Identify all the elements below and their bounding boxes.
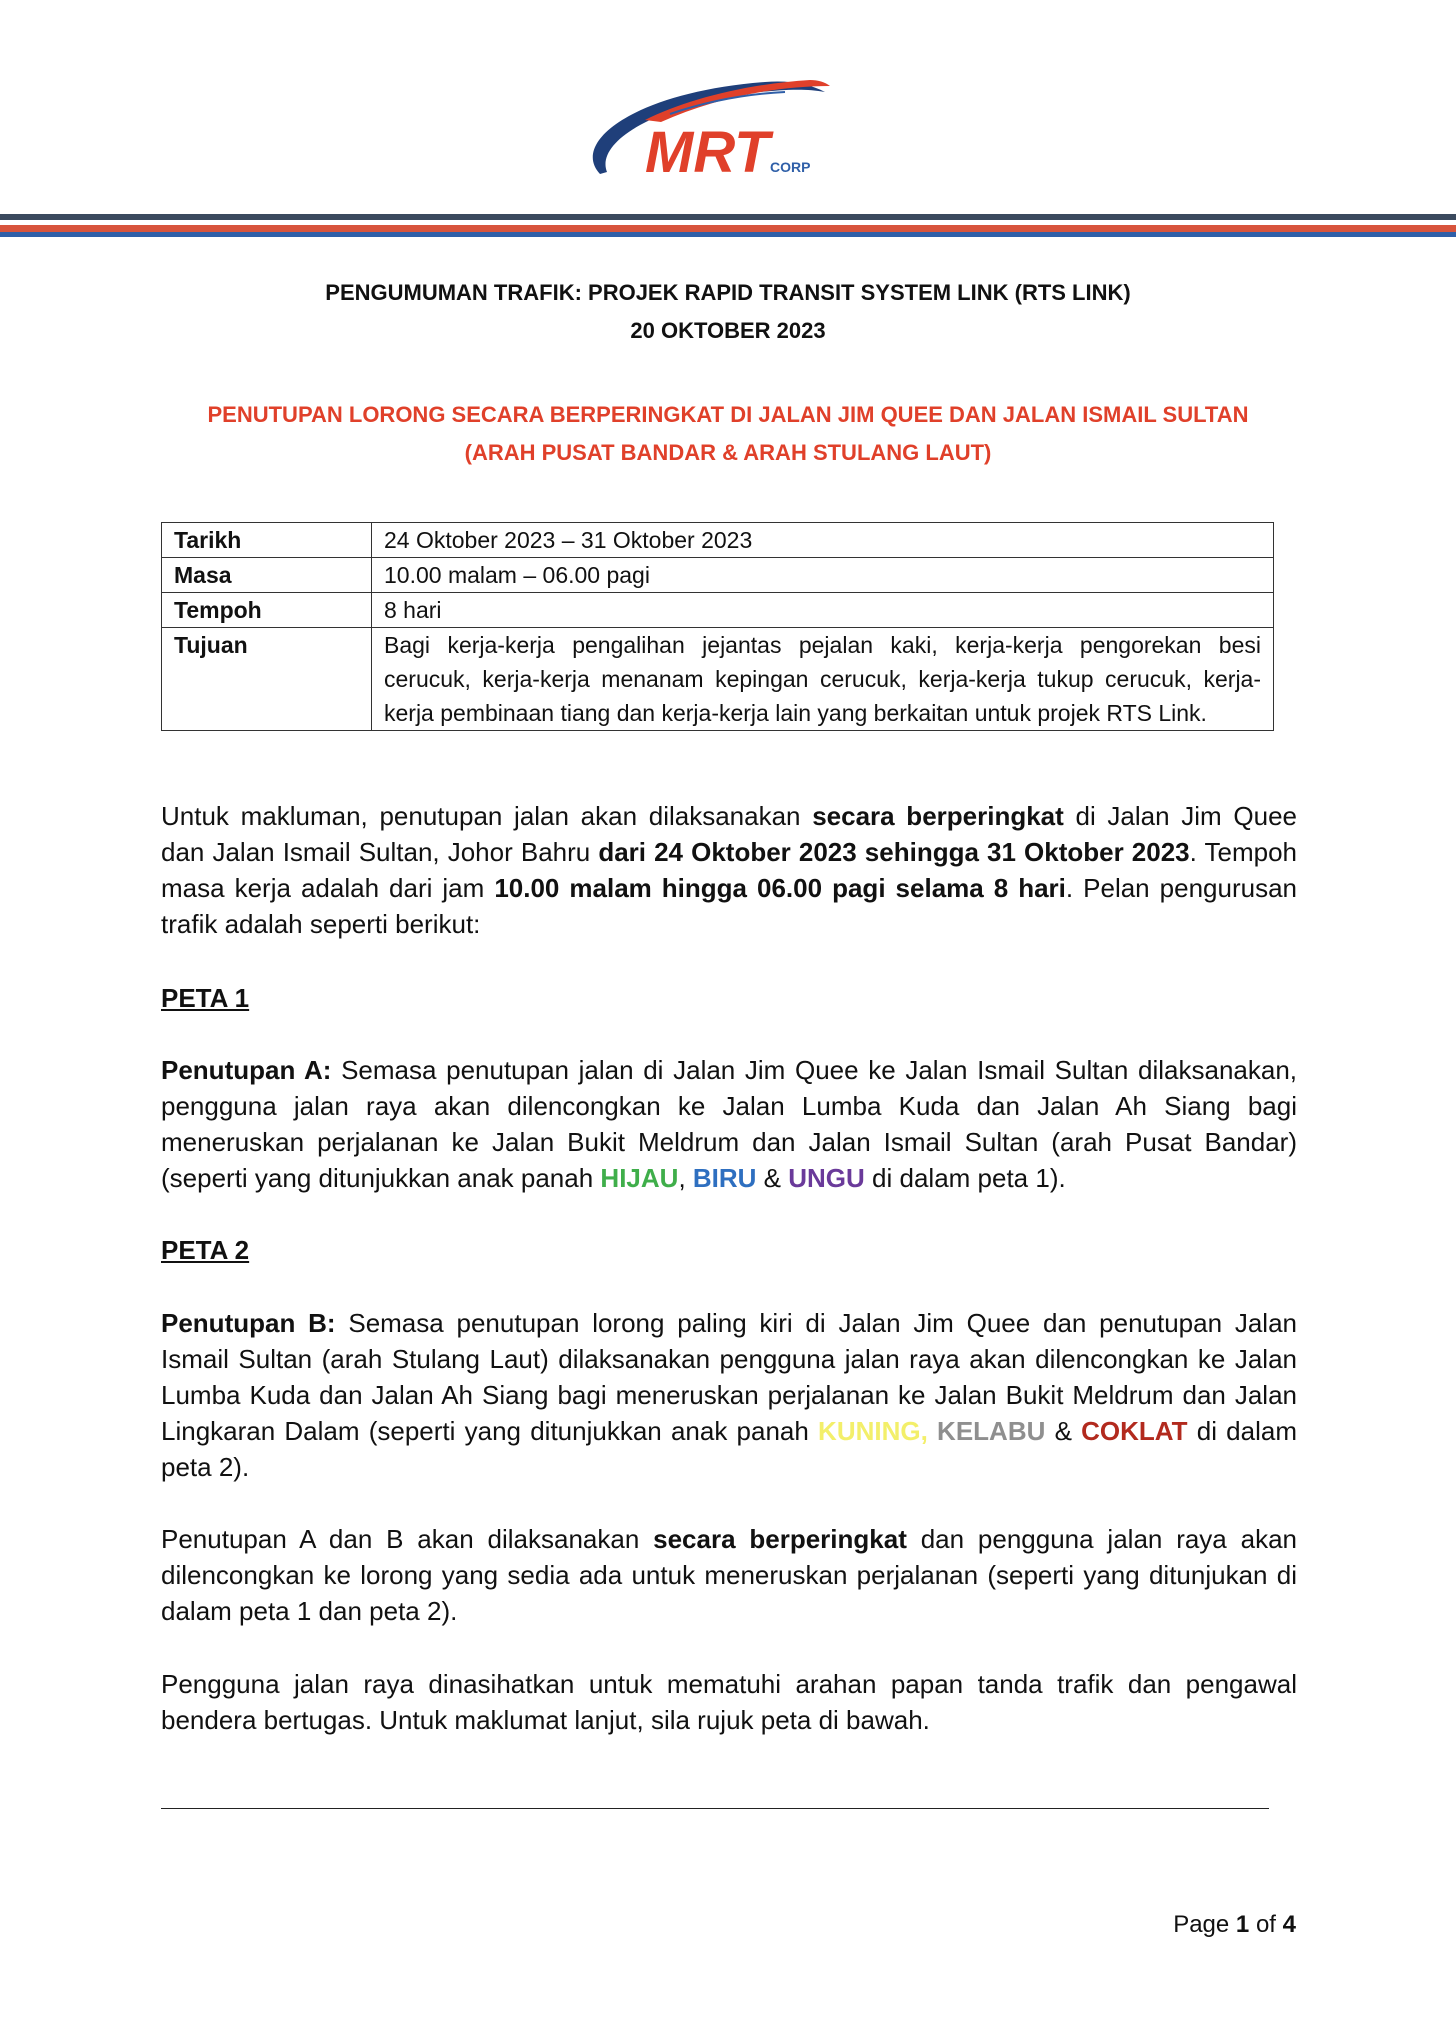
text-segment: di dalam peta 1).: [864, 1163, 1066, 1193]
closure-info-table: [161, 522, 1274, 731]
page-total: 4: [1282, 1911, 1296, 1938]
text-segment: Penutupan A dan B akan dilaksanakan: [161, 1524, 654, 1554]
peta-1-paragraph: [161, 1052, 1297, 1196]
table-key: Tujuan: [162, 628, 372, 731]
text-segment: Untuk makluman, penutupan jalan akan dilaksanakan: [161, 801, 813, 831]
header-rule-red: [0, 225, 1456, 232]
peta-2-heading: PETA 2: [161, 1235, 250, 1265]
text-segment: &: [1045, 1416, 1082, 1446]
text-segment: dan pengguna jalan raya akan dilencongkan ke lorong yang sedia ada untuk meneruskan perjalanan (seperti yang ditunjukan di dalam peta 1 dan peta 2).: [161, 1524, 1297, 1626]
text-segment: [928, 1416, 937, 1446]
advisory-paragraph: [161, 1666, 1297, 1738]
table-key: Tarikh: [162, 523, 372, 558]
bold-segment: secara berperingkat: [653, 1524, 907, 1554]
table-value: 10.00 malam – 06.00 pagi: [372, 558, 1274, 593]
table-row: [162, 628, 1274, 731]
closure-label: Penutupan A:: [161, 1055, 332, 1085]
title-date: 20 OKTOBER 2023: [630, 318, 826, 343]
table-value: 8 hari: [372, 593, 1274, 628]
header-rule-blue: [0, 232, 1456, 237]
text-segment: . Pelan pengurusan trafik adalah seperti berikut:: [161, 873, 1297, 939]
bold-segment: 10.00 malam hingga 06.00 pagi selama 8 hari: [494, 873, 1066, 903]
bold-segment: dari 24 Oktober 2023 sehingga 31 Oktober 2023: [598, 837, 1190, 867]
peta-2-paragraph: [161, 1305, 1297, 1485]
text-segment: Semasa penutupan jalan di Jalan Jim Quee ke Jalan Ismail Sultan dilaksanakan, pengguna jalan raya akan dilencongkan ke Jalan Lumba Kuda dan Jalan Ah Siang bagi meneruskan perjalanan ke Jalan Bukit Meldrum dan Jalan Ismail Sultan (arah Pusat Bandar) (seperti yang ditunjukkan anak panah: [161, 1055, 1298, 1193]
title-line-1: PENGUMUMAN TRAFIK: PROJEK RAPID TRANSIT SYSTEM LINK (RTS LINK): [325, 280, 1131, 305]
arrow-color-purple: UNGU: [788, 1163, 865, 1193]
table-value: 24 Oktober 2023 – 31 Oktober 2023: [372, 523, 1274, 558]
arrow-color-blue: BIRU: [692, 1163, 757, 1193]
staged-closure-paragraph: [161, 1521, 1297, 1629]
table-row: [162, 593, 1274, 628]
text-segment: &: [756, 1163, 789, 1193]
closure-label: Penutupan B:: [161, 1308, 336, 1338]
table-row: [162, 523, 1274, 558]
text-segment: di Jalan Jim Quee dan Jalan Ismail Sultan, Johor Bahru: [161, 801, 1297, 867]
logo-subtext: CORP: [770, 159, 811, 175]
page-prefix: Page: [1173, 1911, 1236, 1938]
mrt-corp-logo: [575, 62, 835, 192]
arrow-color-brown: COKLAT: [1081, 1416, 1188, 1446]
mrt-logo-graphic: [575, 62, 835, 192]
page-current: 1: [1235, 1911, 1250, 1938]
arrow-color-yellow: KUNING,: [818, 1416, 928, 1446]
footer-divider: [161, 1808, 1269, 1809]
table-row: [162, 558, 1274, 593]
bold-segment: secara berperingkat: [812, 801, 1064, 831]
text-segment: ,: [678, 1163, 693, 1193]
text-segment: Semasa penutupan lorong paling kiri di Jalan Jim Quee dan penutupan Jalan Ismail Sultan (arah Stulang Laut) dilaksanakan pengguna jalan raya akan dilencongkan ke Jalan Lumba Kuda dan Jalan Ah Siang bagi meneruskan perjalanan ke Jalan Bukit Meldrum dan Jalan Lingkaran Dalam (seperti yang ditunjukkan anak panah: [161, 1308, 1297, 1446]
arrow-color-green: HIJAU: [600, 1163, 679, 1193]
text-segment: di dalam peta 2).: [161, 1416, 1297, 1482]
advisory-text: Pengguna jalan raya dinasihatkan untuk mematuhi arahan papan tanda trafik dan pengawal bendera bertugas. Untuk maklumat lanjut, sila rujuk peta di bawah.: [161, 1669, 1297, 1735]
peta-1-heading: PETA 1: [161, 983, 250, 1013]
text-segment: . Tempoh masa kerja adalah dari jam: [161, 837, 1297, 903]
page-mid: of: [1249, 1911, 1283, 1938]
announcement-title: [160, 274, 1296, 350]
intro-paragraph: [161, 798, 1297, 942]
logo-text: MRT: [645, 120, 770, 185]
table-key: Masa: [162, 558, 372, 593]
page-number: [1173, 1908, 1296, 1942]
closure-title-line-1: PENUTUPAN LORONG SECARA BERPERINGKAT DI JALAN JIM QUEE DAN JALAN ISMAIL SULTAN: [207, 402, 1249, 427]
table-key: Tempoh: [162, 593, 372, 628]
closure-title-line-2: (ARAH PUSAT BANDAR & ARAH STULANG LAUT): [464, 440, 992, 465]
table-value: Bagi kerja-kerja pengalihan jejantas pejalan kaki, kerja-kerja pengorekan besi cerucuk, kerja-kerja menanam kepingan cerucuk, kerja-kerja tukup cerucuk, kerja-kerja pembinaan tiang dan kerja-kerja lain yang berkaitan untuk projek RTS Link.: [372, 628, 1274, 731]
closure-title: [160, 396, 1296, 472]
arrow-color-grey: KELABU: [937, 1416, 1046, 1446]
